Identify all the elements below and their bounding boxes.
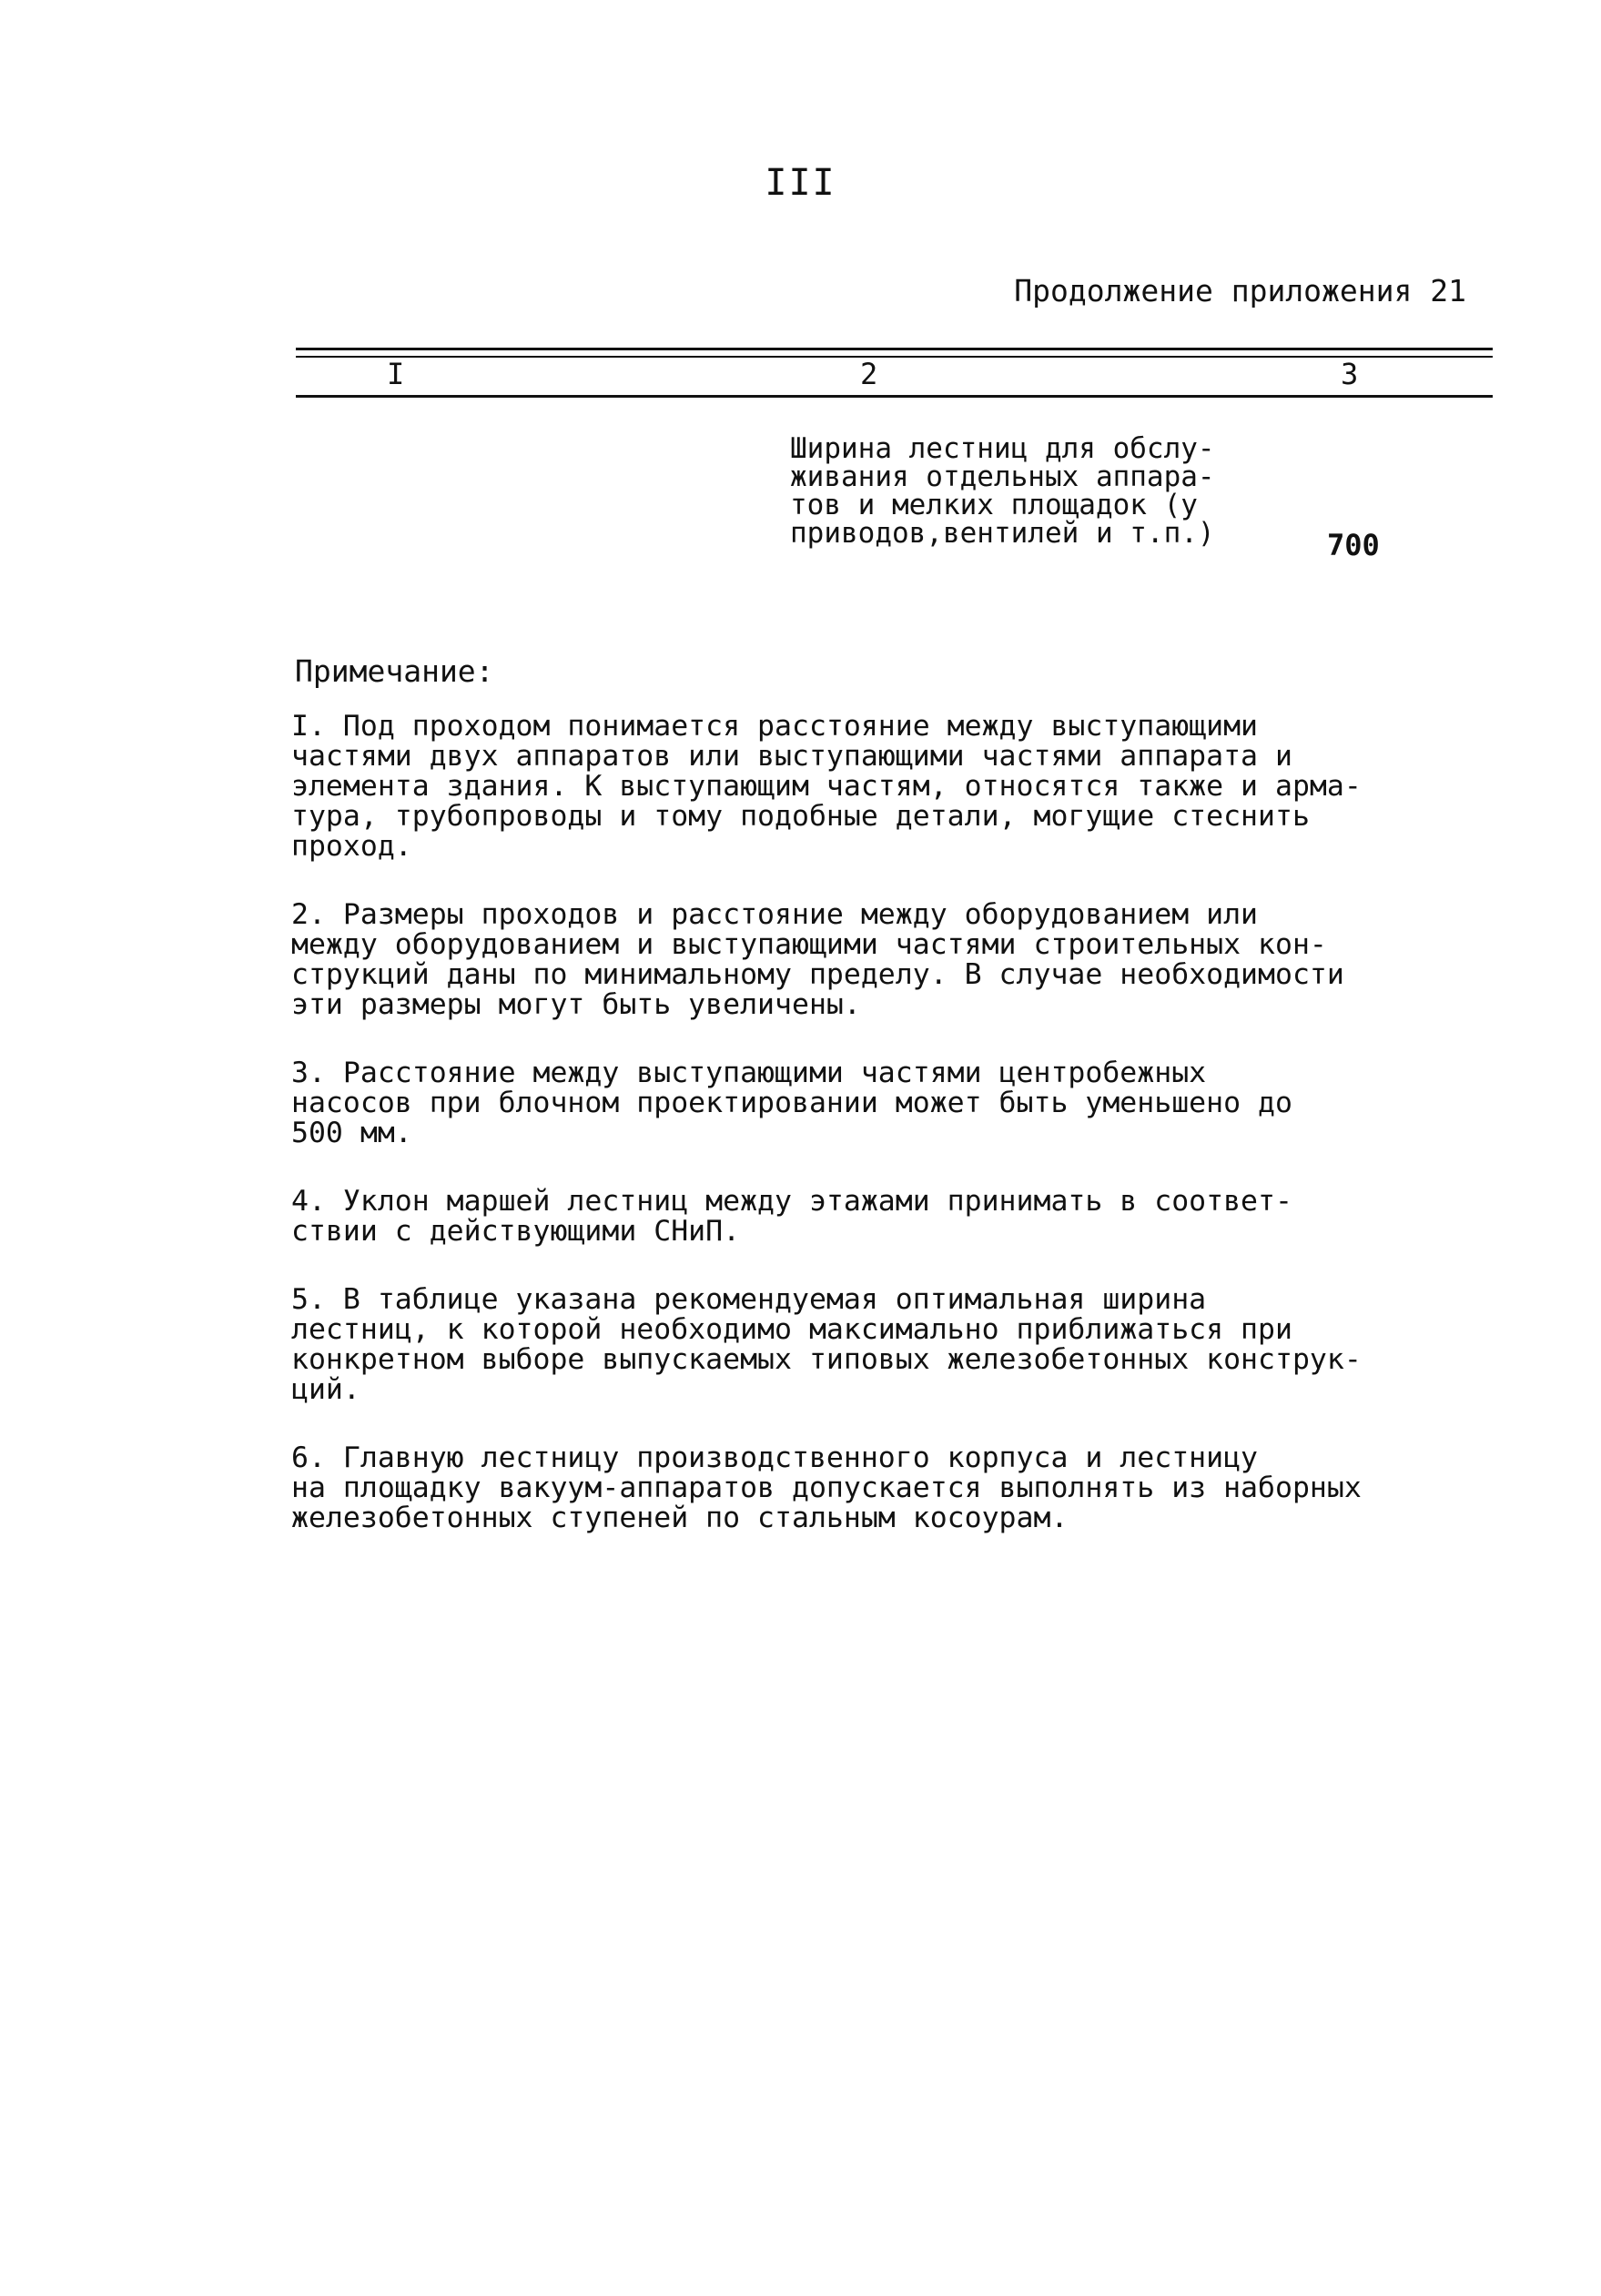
note-item: I. Под проходом понимается расстояние между выступающими частями двух аппаратов или выступающими частями аппарата и элемента здания. К выступающим частям, относятся также и арма- тура, трубопроводы и тому подобные детали, могущие стеснить проход.	[291, 710, 1362, 863]
notes-list	[291, 712, 1511, 1572]
column-header-2: 2	[860, 357, 878, 391]
table-top-rule-inner	[296, 356, 1493, 358]
note-item: 3. Расстояние между выступающими частями центробежных насосов при блочном проектировании может быть уменьшено до 500 мм.	[291, 1057, 1292, 1149]
note-item: 4. Уклон маршей лестниц между этажами принимать в соответ- ствии с действующими СНиП.	[291, 1185, 1292, 1248]
column-header-3: 3	[1341, 357, 1359, 391]
note-title: Примечание:	[295, 653, 494, 689]
note-item: 2. Размеры проходов и расстояние между оборудованием или между оборудованием и выступающими частями строительных кон- струкций даны по минимальному пределу. В случае необходимости эти размеры могут быть увеличены.	[291, 898, 1344, 1021]
continuation-header: Продолжение приложения 21	[1014, 273, 1466, 308]
note-item: 5. В таблице указана рекомендуемая оптимальная ширина лестниц, к которой необходимо максимально приближаться при конкретном выборе выпускаемых типовых железобетонных конструк- ций.	[291, 1283, 1362, 1406]
column-header-1: I	[387, 357, 405, 391]
page-number: III	[765, 162, 836, 204]
table-cell-description: Ширина лестниц для обслу- живания отдельных аппара- тов и мелких площадок (у приводов,вентилей и т.п.)	[790, 432, 1215, 550]
table-cell-value: 700	[1327, 528, 1380, 562]
note-item: 6. Главную лестницу производственного корпуса и лестницу на площадку вакуум-аппаратов допускается выполнять из наборных железобетонных ступеней по стальным косоурам.	[291, 1441, 1362, 1534]
table-header-rule	[296, 395, 1493, 398]
table-top-rule	[296, 348, 1493, 350]
